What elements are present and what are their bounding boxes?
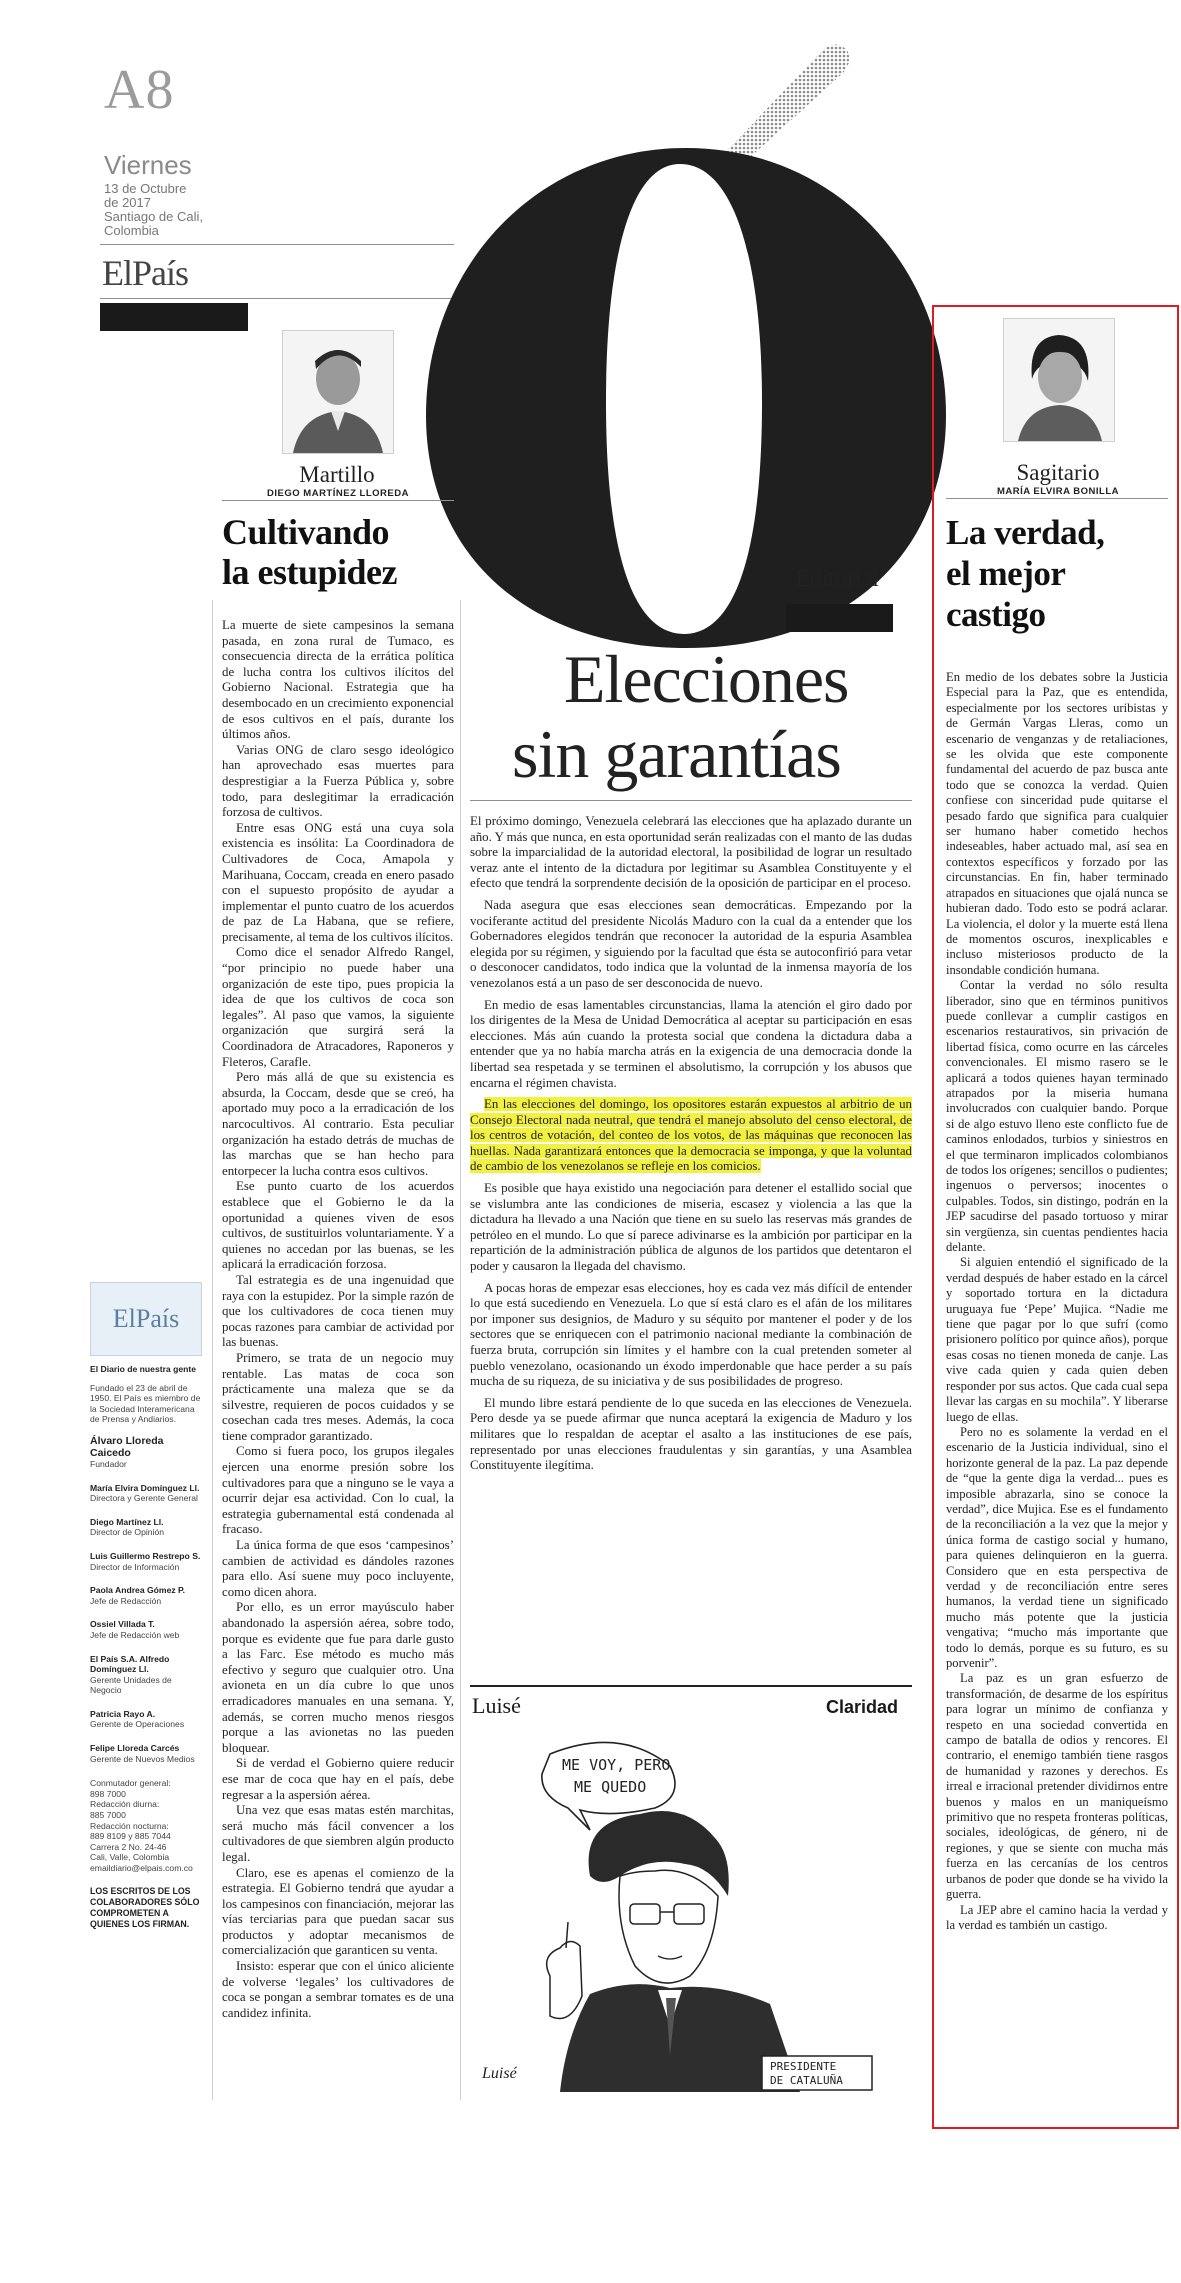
info-tagline: El Diario de nuestra gente [90,1364,197,1374]
editorial-title-line: sin garantías [512,716,841,792]
sign-line: DE CATALUÑA [770,2074,843,2087]
paragraph: Insisto: esperar que con el único aliciente de volverse ‘legales’ los cultivadores de coca se pongan a sembrar tomates es de una candidez infinita. [222,1959,454,2020]
paragraph: A pocas horas de empezar esas elecciones, hoy es cada vez más difícil de entender lo que está sucediendo en Venezuela. Lo que sí está claro es el afán de los militares por imponer sus designios, de Maduro y su séquito por mantener el poder y de los sectores que se enriquecen con el patrimonio nacional mediante la combinación de fuerza bruta, corrupción sin límites y el hambre con la cual pretenden someter al pueblo venezolano, ocasionando un éxodo imperdonable que hace perder a su país mucha de su riqueza, de su iniciativa y de sus posibilidades de progreso. [470,1280,912,1389]
paragraph: La muerte de siete campesinos la semana pasada, en zona rural de Tumaco, es consecuencia directa de la errática política de lucha contra los cultivos ilícitos del Gobierno Nacional. Estrategia que ha desembocado en un crecimiento exponencial de esos cultivos en el país, durante los últimos años. [222,618,454,742]
info-disclaimer: LOS ESCRITOS DE LOS COLABORADORES SÓLO COMPROMETEN A QUIENES LOS FIRMAN. [90,1885,200,1929]
paragraph: La única forma de que esos ‘campesinos’ cambien de actividad es dándoles razones para ello. Así suene muy poco incluyente, como dicen ahora. [222,1538,454,1599]
paragraph: Si alguien entendió el significado de la verdad después de haber estado en la cárcel y soportado tortura en la dictadura uruguaya fue ‘Pepe’ Mujica. “Nadie me tiene que pagar por lo que sufrí (como prisionero político por quince años), porque esas cosas no tienen moneda de canje. Las vive cada quien y cada quien deben responder por sus actos. Que cada cual sepa llevar las cargas en su mochila”. Y liberarse luego de ellas. [946,1255,1168,1424]
column-rule [222,500,454,501]
info-staff-list [90,1483,202,1765]
headline-line: la estupidez [222,552,398,592]
date-line: 13 de Octubre [104,181,187,196]
column-byline: MARÍA ELVIRA BONILLA [996,486,1120,497]
paragraph: Tal estrategia es de una ingenuidad que raya con la estupidez. Por la simple razón de que los cultivadores de coca tienen muy pocas razones para cambiar de actividad por las buenas. [222,1272,454,1350]
column-separator [460,600,461,2100]
column-body [946,670,1168,2118]
portrait-icon [283,331,393,453]
paragraph: En medio de los debates sobre la Justicia Especial para la Paz, que es entendida, especialmente por los sectores uribistas y de Germán Vargas Lleras, como un escenario de venganzas y de retaliaciones, se les olvida que este componente fundamental del acuerdo de paz busca ante todo que se conozca la verdad. Quien confiese con sinceridad pude quitarse el pesado fardo que significa para cualquier ser humano haber cometido hechos indeseables, haber actuado mal, así sea en contextos específicos y forzado por las circunstancias. En fin, haber terminado atrapados en situaciones que ojalá nunca se hubieran dado. Todo esto se podrá aclarar. La violencia, el dolor y la muerte está llena de momentos oscuros, inexplicables e incluso misteriosos producto de la insondable condición humana. [946,670,1168,977]
glasses-icon [630,1904,660,1924]
cartoonist-name: Luisé [472,1693,521,1718]
paragraph: Una vez que esas matas estén marchitas, será mucho más fácil convencer a los cultivadores de que siembren algún producto legal. [222,1803,454,1864]
paragraph: Varias ONG de claro sesgo ideológico han aprovechado esas muertes para desprestigiar a la Fuerza Pública y, sobre todo, para deslegitimar la erradicación forzosa de cultivos. [222,742,454,820]
paragraph: Es posible que haya existido una negociación para detener el estallido social que se vislumbra ante las condiciones de miseria, escasez y violencia a las que la dictadura ha llevado a una Nación que tiene en su suelo las reservas más grandes de petróleo en el mundo. Lo que sí parece adivinarse es la ambición por participar en la repartición de la administración pública de algunos de los partidos que detentaron el poder y causaron la llegada del chavismo. [470,1181,912,1274]
staff-entry: Patricia Rayo A. Gerente de Operaciones [90,1708,185,1730]
date-line: Colombia [104,223,159,238]
info-contacts: Conmutador general: 898 7000 Redacción diurna: 885 7000 Redacción nocturna: 889 8109 y 885 7044 Carrera 2 No. 24-46 Cali, Valle, Colombia emaildiario@elpais.com.co [90,1778,193,1873]
character-hair [589,1811,729,1896]
paragraph: Si de verdad el Gobierno quiere reducir ese mar de coca que hay en el país, debe regresar a la aspersión aérea. [222,1756,454,1802]
paragraph: La JEP abre el camino hacia la verdad y la verdad es también un castigo. [946,1902,1168,1932]
column-body [222,618,454,2178]
paragraph: Nada asegura que esas elecciones sean democráticas. Empezando por la vociferante actitud del presidente Nicolás Maduro con la cual da a entender que los Gobernadores elegidos tendrán que reconocer la autoridad de la espuria Asamblea elegida por su régimen, y siguiendo por la facultad que ésta se autoconfirió para vetar o desconocer candidatos, todo indica que la voluntad de la inmensa mayoría de los venezolanos está a un paso de ser desconocida de nuevo. [470,897,912,990]
editorial-body [470,814,912,1674]
headline-line: castigo [946,595,1046,634]
cartoon-rule [470,1685,912,1687]
paragraph: Contar la verdad no sólo resulta liberador, sino que en términos punitivos puede conllevar a cumplir castigos en escenarios restaurativos, sin privación de libertad física, como ocurre en las cárceles convencionales. El mismo rasero se le aplicará a todos quienes hayan terminado atrapados por la miseria humana involucrados con cualquier bando. Porque si de algo estuvo lleno este conflicto fue de caminos enlodados, turbios y siniestros en el que terminaron implicados colombianos de todos los orígenes; sencillos o pudientes; ingenuos o perversos; inocentes o culpables. Todos, sin distingo, podrán en la JEP sacudirse del pasado tortuoso y mirar sin vergüenza, sin cuentas pendientes hacia delante. [946,978,1168,1255]
info-logo-text: ElPaís [112,1304,180,1333]
paragraph: Ese punto cuarto de los acuerdos establece que el Gobierno le da la oportunidad a quienes viven de esos cultivos, de sustituirlos voluntariamente. Y a quienes no accedan por las buenas, se les aplicará la erradicación forzosa. [222,1179,454,1272]
column-name: Sagitario [1016,460,1100,485]
column-headline [946,512,1171,635]
column-rule [946,498,1168,499]
paragraph: En medio de esas lamentables circunstancias, llama la atención el giro dado por los dirigentes de la Mesa de Unidad Democrática al aceptar su participación en esas elecciones. Más aún cuando la protesta social que condena la dictadura daba a entender que ya no había marcha atrás en la exigencia de una democracia donde la libertad sea respetada y se terminen el absolutismo, la corrupción y los abusos que encarna el régimen chavista. [470,997,912,1090]
date-line: de 2017 [104,195,151,210]
publication-day: Viernes [104,150,192,180]
paragraph-highlighted [470,1097,912,1175]
sign-line: PRESIDENTE [770,2060,837,2073]
info-founder-name: Álvaro Lloreda Caicedo [90,1434,164,1459]
paragraph: Primero, se trata de un negocio muy rentable. Las matas de coca son prácticamente una maleza que se da silvestre, requieren de pocos cuidados y se cosechan cada tres meses. Además, la coca tiene comprador garantizado. [222,1350,454,1443]
staff-entry: Diego Martínez Ll. Director de Opinión [90,1516,165,1538]
headline-line: La verdad, [946,513,1105,552]
column-headline [222,512,462,592]
editorial-label: Editorial [795,566,879,592]
column-name: Martillo [299,462,375,487]
info-founder-role: Fundador [90,1458,127,1469]
staff-entry: Ossiel Villada T. Jefe de Redacción web [90,1619,180,1640]
staff-entry: Felipe Lloreda Carcés Gerente de Nuevos Medios [90,1743,195,1764]
masthead-rule-lower [100,298,454,299]
info-logo [90,1282,202,1356]
staff-entry: María Elvira Domínguez Ll. Directora y Gerente General [90,1482,200,1504]
o-accent-mark [718,44,849,170]
paragraph: Por ello, es un error mayúsculo haber abandonado la aspersión aérea, sobre todo, porque es evidente que fue para darle gusto a las Farc. Ese método es mucho más efectivo y seguro que cualquier otro. Una avioneta en un día cubre lo que unos erradicadores manuales en una semana. Y, además, se corren mucho menos riesgos porque a las avionetas no las pueden bloquear. [222,1600,454,1755]
paragraph: El próximo domingo, Venezuela celebrará las elecciones que ha aplazado durante un año. Y más que nunca, en esta oportunidad serán realizadas con el manto de las dudas sobre la imparcialidad de la autoridad electoral, la posibilidad de lograr un resultado veraz ante el intento de la dictadura por legitimar su Asamblea Constituyente y el efecto que tendrá la sorprendente decisión de la oposición de participar en el proceso. [470,814,912,891]
highlighted-text: En las elecciones del domingo, los opositores estarán expuestos al arbitrio de un Consejo Electoral nada neutral, que tendrá el manejo absoluto del censo electoral, de los centros de votación, del conteo de los votos, de las máquinas que reconocen las huellas. Nada garantizará entonces que la democracia se imponga, y que la voluntad de cambio de los venezolanos se refleje en los comicios. [470,1097,912,1174]
staff-entry: Paola Andrea Gómez P. Jefe de Redacción [90,1585,186,1606]
masthead-info-box [90,1282,202,1930]
speech-line: ME QUEDO [574,1778,647,1796]
editorial-bar [786,604,893,632]
brand-logo: ElPaís [102,253,189,293]
column-byline: DIEGO MARTÍNEZ LLOREDA [267,488,409,499]
paragraph: El mundo libre estará pendiente de lo que suceda en las elecciones de Venezuela. Pero desde ya se puede afirmar que nunca aceptará la exigencia de Maduro y los militares que lo respaldan de aceptar el asalto a las instituciones de ese país, representado por unas elecciones fraudulentas y sin garantías, y una Asamblea Constituyente ilegítima. [470,1395,912,1473]
staff-entry: El País S.A. Alfredo Domínguez Ll. Gerente Unidades de Negocio [90,1653,172,1696]
editorial-rule [470,800,912,801]
editorial-title-line: Elecciones [564,641,849,717]
opinion-o-graphic [418,30,958,650]
info-founded: Fundado el 23 de abril de 1950. El País es miembro de la Sociedad Interamericana de Prensa y Andiarios. [90,1382,201,1425]
character-face [619,1870,718,1983]
paragraph: Pero más allá de que su existencia es absurda, la Coccam, desde que se creó, ha aportado muy poco a la erradicación de los narcocultivos. Al contrario. Esta peculiar organización ha estado detrás de muchas de las marchas que se han hecho para entorpecer la lucha contra esos cultivos. [222,1070,454,1178]
headline-line: Cultivando [222,512,390,552]
brand-bar [100,303,248,331]
paragraph: Como dice el senador Alfredo Rangel, “por principio no puede haber una organización de este tipo, pues propicia la idea de que los cultivos de coca son legales”. Al paso que vamos, la siguiente organización que surgirá será la Coordinadora de Atracadores, Raponeros y Fleteros, Carafle. [222,945,454,1069]
paragraph: Claro, ese es apenas el comienzo de la estrategia. El Gobierno tendrá que ayudar a los campesinos con financiación, mejorar las vías terciarias para que puedan sacar sus productos y adoptar mecanismos de comercialización que garanticen su venta. [222,1865,454,1958]
portrait-icon [1004,319,1114,441]
headline-line: el mejor [946,554,1066,593]
date-line: Santiago de Cali, [104,209,204,224]
paragraph: Pero no es solamente la verdad en el escenario de la Justicia individual, sino el horizonte general de la paz. La paz depende de “que la gente diga la verdad... pues es imposible abrazarla, sino se conoce la verdad”, dice Mujica. Ese es el fundamento de la reconciliación a la vez que la mejor y única forma de castigo social y humano, para quienes delinquieron en la guerra. Considero que en esta perspectiva de verdad y de reconciliación entre seres humanos, la verdad tiene un significado mucho más potente que la justicia vengativa; “mucho más importante que todo lo demás, porque es su futuro, es su porvenir”. [946,1424,1168,1670]
cartoon-signature: Luisé [482,2065,517,2082]
character-hand [547,1941,582,2018]
page-number: A8 [104,59,175,121]
paragraph: Como si fuera poco, los grupos ilegales ejercen una enorme presión sobre los cultivadores para que a ninguno se le vaya a ocurrir dejar esa actividad. Con lo cual, la estrategia gubernamental está condenada al fracaso. [222,1444,454,1537]
speech-line: ME VOY, PERO [562,1756,671,1774]
paragraph: Entre esas ONG está una cuya sola existencia es insólita: La Coordinadora de Cultivadores de Coca, Amapola y Marihuana, Coccam, creada en enero pasado con el supuesto propósito de ayudar a implementar el punto cuatro de los acuerdos de paz de La Habana, que se refiere, precisamente, al tema de los cultivos ilícitos. [222,820,454,944]
cartoon-title: Claridad [826,1697,899,1717]
author-portrait-maria [1003,318,1115,442]
cartoon-drawing [470,1726,912,2092]
column-separator [212,600,213,2100]
author-portrait-diego [282,330,394,454]
staff-entry: Luis Guillermo Restrepo S. Director de Información [90,1550,201,1572]
masthead-rule [100,244,454,245]
paragraph: La paz es un gran esfuerzo de transformación, de desarme de los espíritus para lograr un mínimo de confianza y respeto en una sociedad convertida en campo de batalla de odios y rencores. El contrario, el enemigo también tiene rasgos de humanidad y razones y derechos. Es irreal e irracional pretender dividirnos entre buenos y malos en un maniqueísmo primitivo que no respeta fronteras políticas, sociales, ideológicas, de género, ni de regiones, y que se siente con mucha más fuerza en las cercanías de los centros urbanos de poder que donde se ha vivido la guerra. [946,1671,1168,1902]
